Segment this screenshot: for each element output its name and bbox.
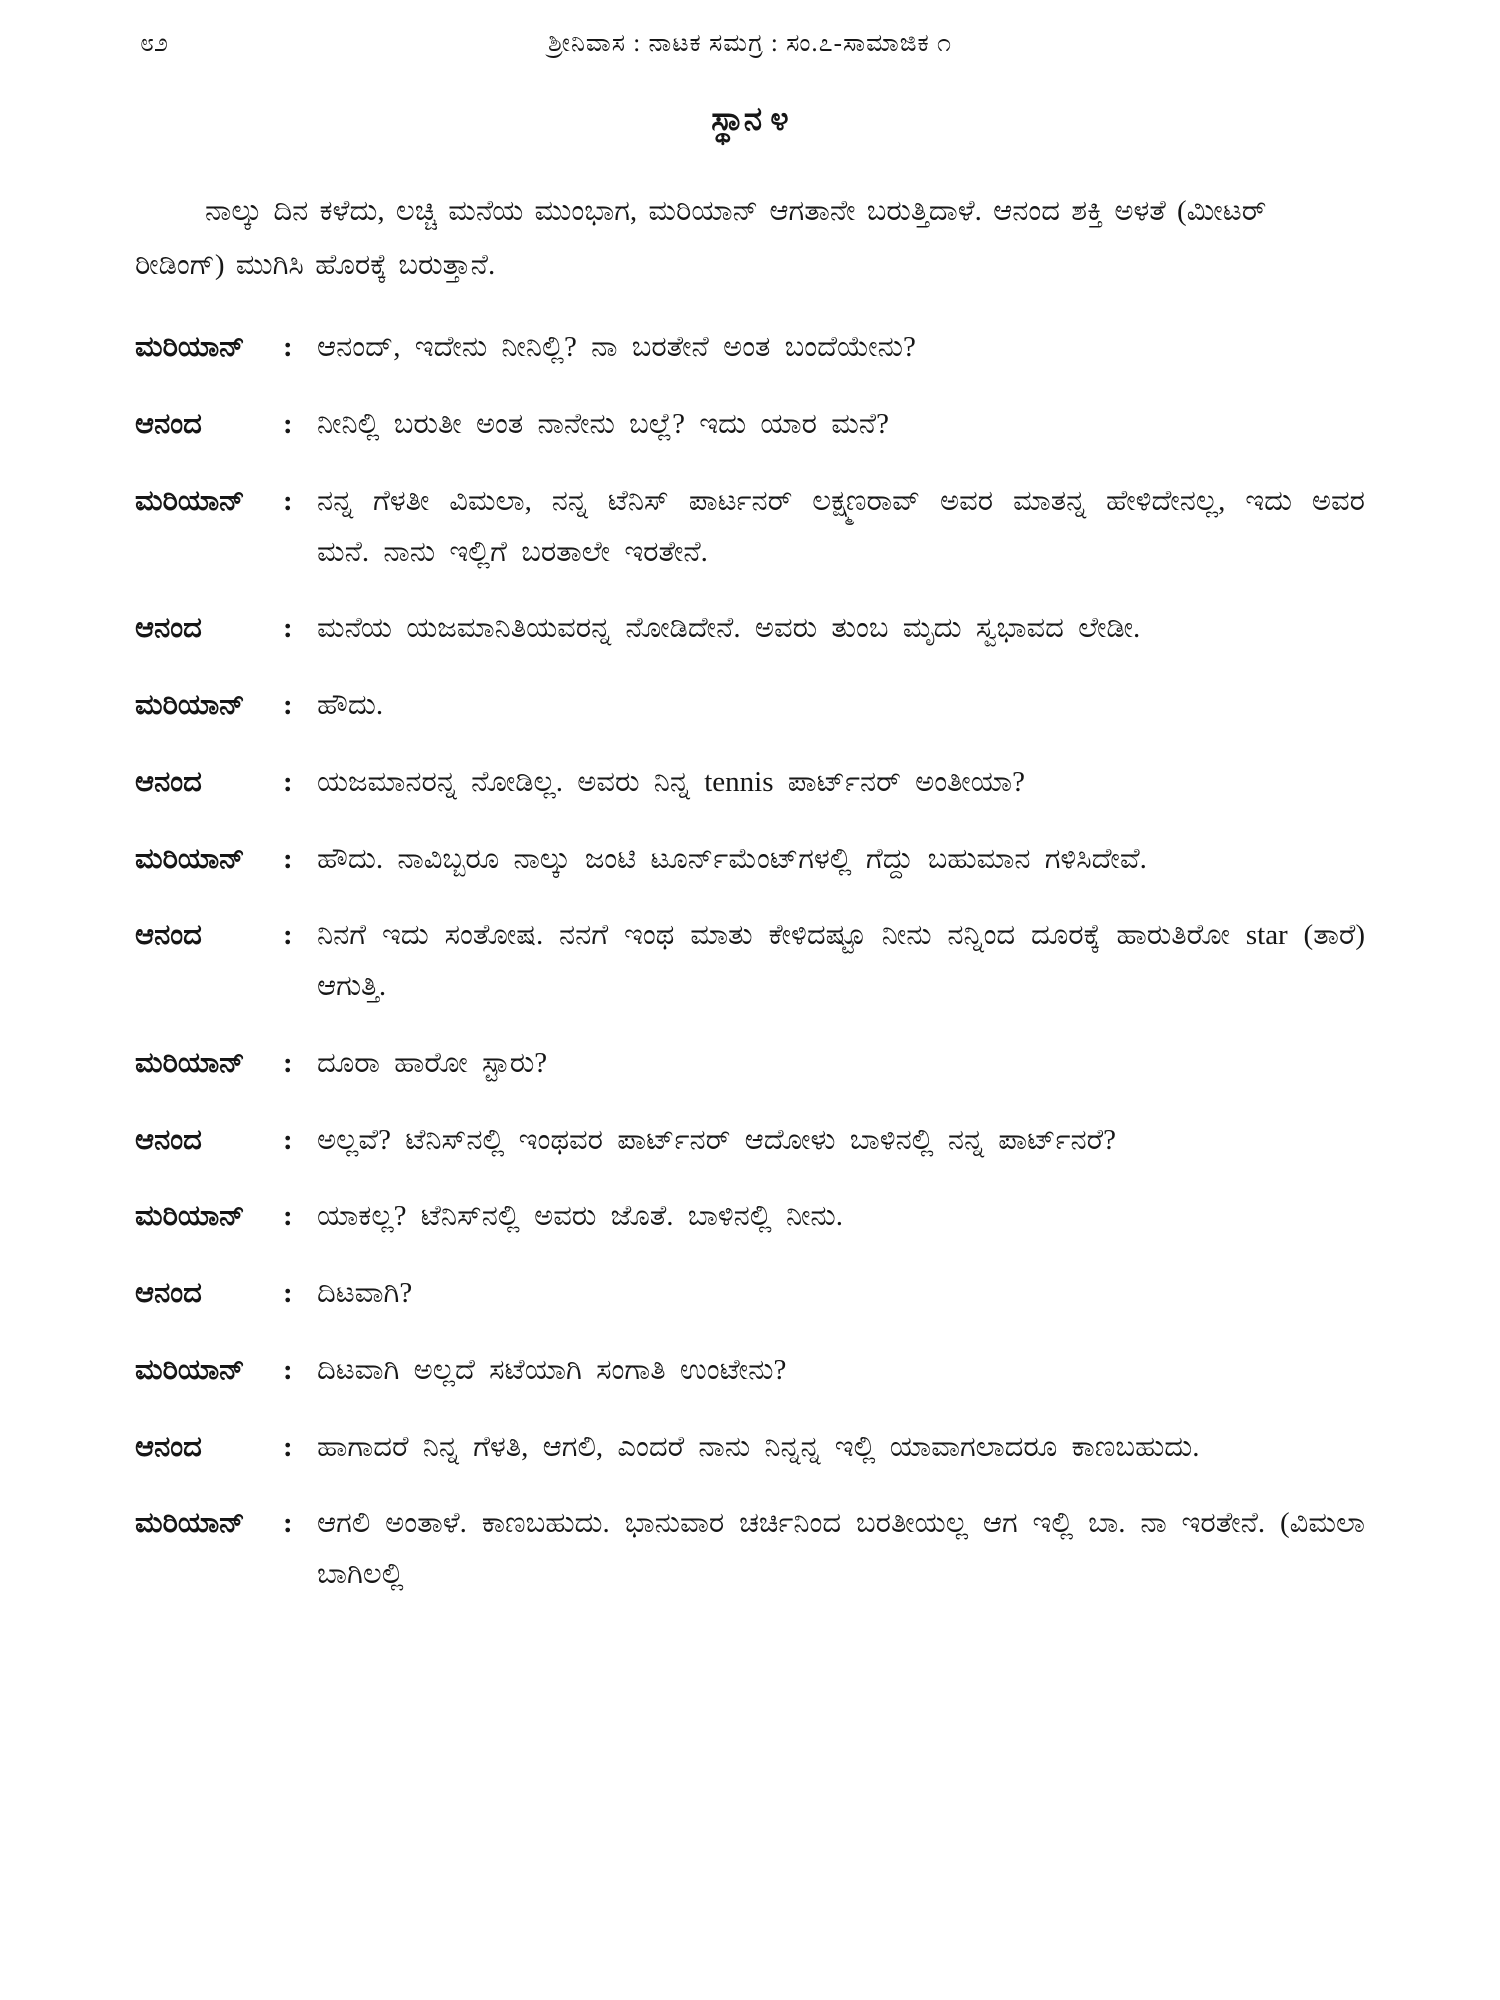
speaker-colon: :: [283, 1507, 293, 1540]
dialogue-row: [135, 834, 1365, 885]
dialogue-text: ಯಜಮಾನರನ್ನ ನೋಡಿಲ್ಲ. ಅವರು ನಿನ್ನ tennis ಪಾರ್ಟ್‌ನರ್ ಅಂತೀಯಾ?: [317, 765, 1025, 798]
dialogue-list: [135, 322, 1365, 1600]
dialogue-row: [135, 476, 1365, 578]
speaker-name: ಮರಿಯಾನ್: [135, 689, 245, 722]
dialogue-text: ದಿಟವಾಗಿ ಅಲ್ಲದೆ ಸಟೆಯಾಗಿ ಸಂಗಾತಿ ಉಂಟೇನು?: [317, 1353, 787, 1386]
dialogue-text: ದೂರಾ ಹಾರೋ ಸ್ಟಾರು?: [317, 1046, 548, 1079]
dialogue-text: ಹಾಗಾದರೆ ನಿನ್ನ ಗೆಳತಿ, ಆಗಲಿ, ಎಂದರೆ ನಾನು ನಿನ್ನನ್ನ ಇಲ್ಲಿ ಯಾವಾಗಲಾದರೂ ಕಾಣಬಹುದು.: [317, 1430, 1200, 1463]
speaker-colon: :: [283, 919, 293, 952]
dialogue-text: ನೀನಿಲ್ಲಿ ಬರುತೀ ಅಂತ ನಾನೇನು ಬಲ್ಲೆ? ಇದು ಯಾರ ಮನೆ?: [317, 408, 889, 441]
speaker-name: ಮರಿಯಾನ್: [135, 484, 245, 517]
speaker-name: ಆನಂದ: [135, 1277, 202, 1310]
speaker-name: ಮರಿಯಾನ್: [135, 1200, 245, 1233]
speaker-colon: :: [283, 1430, 293, 1463]
dialogue-row: [135, 1115, 1365, 1166]
dialogue-text: ಅಲ್ಲವೆ? ಟೆನಿಸ್‌ನಲ್ಲಿ ಇಂಥವರ ಪಾರ್ಟ್‌ನರ್ ಆದೋಳು ಬಾಳಿನಲ್ಲಿ ನನ್ನ ಪಾರ್ಟ್‌ನರೆ?: [317, 1123, 1117, 1156]
speaker-colon: :: [283, 1277, 293, 1310]
speaker-name: ಆನಂದ: [135, 1430, 202, 1463]
speaker-colon: :: [283, 689, 293, 722]
dialogue-row: [135, 1498, 1365, 1600]
dialogue-row: [135, 1268, 1365, 1319]
dialogue-row: [135, 757, 1365, 808]
speaker-colon: :: [283, 408, 293, 441]
dialogue-row: [135, 399, 1365, 450]
dialogue-text: ನನ್ನ ಗೆಳತೀ ವಿಮಲಾ, ನನ್ನ ಟೆನಿಸ್ ಪಾರ್ಟನರ್ ಲಕ್ಷ್ಮಣರಾವ್ ಅವರ ಮಾತನ್ನ ಹೇಳಿದೇನಲ್ಲ, ಇದು ಅವರ ಮನೆ. ನಾನು ಇಲ್ಲಿಗೆ ಬರತಾಲೇ ಇರತೇನೆ.: [317, 484, 1365, 568]
stage-direction: ನಾಲ್ಕು ದಿನ ಕಳೆದು, ಲಚ್ಚಿ ಮನೆಯ ಮುಂಭಾಗ, ಮರಿಯಾನ್ ಆಗತಾನೇ ಬರುತ್ತಿದಾಳೆ. ಆನಂದ ಶಕ್ತಿ ಅಳತೆ (ಮೀಟರ್ ರೀಡಿಂಗ್) ಮುಗಿಸಿ ಹೊರಕ್ಕೆ ಬರುತ್ತಾನೆ.: [135, 195, 1267, 281]
book-title: ಶ್ರೀನಿವಾಸ : ನಾಟಕ ಸಮಗ್ರ : ಸಂ.೭-ಸಾಮಾಜಿಕ ೧: [547, 30, 953, 57]
speaker-name: ಮರಿಯಾನ್: [135, 1353, 245, 1386]
speaker-colon: :: [283, 842, 293, 875]
speaker-name: ಮರಿಯಾನ್: [135, 842, 245, 875]
dialogue-row: [135, 910, 1365, 1012]
speaker-name: ಆನಂದ: [135, 408, 202, 441]
page-number: ೮೨: [140, 30, 169, 57]
speaker-name: ಆನಂದ: [135, 919, 202, 952]
speaker-name: ಆನಂದ: [135, 612, 202, 645]
dialogue-row: [135, 1191, 1365, 1242]
speaker-colon: :: [283, 1046, 293, 1079]
speaker-colon: :: [283, 484, 293, 517]
scene-title: ಸ್ಥಾನ ೪: [711, 102, 789, 138]
dialogue-row: [135, 1345, 1365, 1396]
speaker-name: ಆನಂದ: [135, 765, 202, 798]
speaker-colon: :: [283, 1200, 293, 1233]
dialogue-row: [135, 603, 1365, 654]
speaker-colon: :: [283, 1123, 293, 1156]
dialogue-text: ಮನೆಯ ಯಜಮಾನಿತಿಯವರನ್ನ ನೋಡಿದೇನೆ. ಅವರು ತುಂಬ ಮೃದು ಸ್ವಭಾವದ ಲೇಡೀ.: [317, 612, 1141, 645]
dialogue-row: [135, 1422, 1365, 1473]
dialogue-text: ಯಾಕಲ್ಲ? ಟೆನಿಸ್‌ನಲ್ಲಿ ಅವರು ಜೊತೆ. ಬಾಳಿನಲ್ಲಿ ನೀನು.: [317, 1200, 844, 1233]
page-header: [135, 24, 1365, 64]
dialogue-text: ನಿನಗೆ ಇದು ಸಂತೋಷ. ನನಗೆ ಇಂಥ ಮಾತು ಕೇಳಿದಷ್ಟೂ ನೀನು ನನ್ನಿಂದ ದೂರಕ್ಕೆ ಹಾರುತಿರೋ star (ತಾರೆ) ಆಗುತ್ತಿ.: [317, 919, 1365, 1003]
speaker-colon: :: [283, 1353, 293, 1386]
speaker-colon: :: [283, 331, 293, 364]
speaker-name: ಮರಿಯಾನ್: [135, 1507, 245, 1540]
dialogue-text: ಹೌದು. ನಾವಿಬ್ಬರೂ ನಾಲ್ಕು ಜಂಟಿ ಟೂರ್ನ್‌ಮೆಂಟ್‌ಗಳಲ್ಲಿ ಗೆದ್ದು ಬಹುಮಾನ ಗಳಿಸಿದೇವೆ.: [317, 842, 1147, 875]
speaker-colon: :: [283, 765, 293, 798]
dialogue-text: ಹೌದು.: [317, 689, 384, 722]
dialogue-row: [135, 322, 1365, 373]
speaker-name: ಆನಂದ: [135, 1123, 202, 1156]
dialogue-text: ಆಗಲಿ ಅಂತಾಳೆ. ಕಾಣಬಹುದು. ಭಾನುವಾರ ಚರ್ಚಿನಿಂದ ಬರತೀಯಲ್ಲ ಆಗ ಇಲ್ಲಿ ಬಾ. ನಾ ಇರತೇನೆ. (ವಿಮಲಾ ಬಾಗಿಲಲ್ಲಿ: [317, 1507, 1365, 1591]
dialogue-row: [135, 680, 1365, 731]
speaker-name: ಮರಿಯಾನ್: [135, 331, 245, 364]
speaker-colon: :: [283, 612, 293, 645]
dialogue-row: [135, 1038, 1365, 1089]
dialogue-text: ಆನಂದ್, ಇದೇನು ನೀನಿಲ್ಲಿ? ನಾ ಬರತೇನೆ ಅಂತ ಬಂದೆಯೇನು?: [317, 331, 916, 364]
speaker-name: ಮರಿಯಾನ್: [135, 1046, 245, 1079]
dialogue-text: ದಿಟವಾಗಿ?: [317, 1277, 413, 1310]
